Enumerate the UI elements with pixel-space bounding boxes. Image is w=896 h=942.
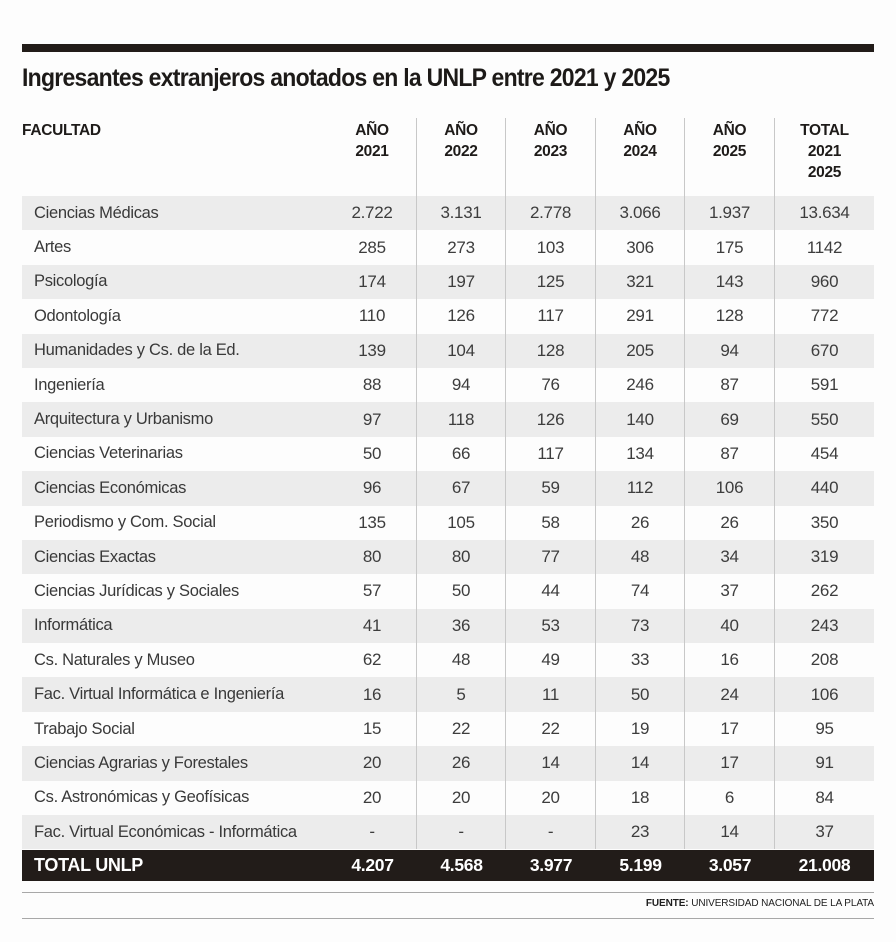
header-line: TOTAL <box>800 122 849 139</box>
table-header-row <box>22 118 874 196</box>
cell-value: 91 <box>815 753 834 773</box>
table-row <box>22 540 874 574</box>
table-row <box>22 815 874 849</box>
total-cell-value: 4.207 <box>351 854 394 875</box>
cell-value: 960 <box>810 271 839 291</box>
cell-value: - <box>417 815 506 849</box>
cell-value: 22 <box>417 712 506 746</box>
cell-value: 95 <box>815 719 834 739</box>
row-label: Ciencias Exactas <box>34 547 156 566</box>
cell-value: 57 <box>328 574 417 608</box>
row-label: Artes <box>34 238 72 257</box>
total-cell-value: 3.977 <box>529 854 573 875</box>
cell-value: 20 <box>417 781 506 815</box>
cell-value: 44 <box>506 574 596 608</box>
header-line: AÑO <box>533 122 568 139</box>
cell-value: 273 <box>417 230 506 264</box>
header-line: AÑO <box>623 122 657 139</box>
cell-value: - <box>328 815 417 849</box>
column-header-ano-2022 <box>417 118 506 196</box>
cell-value: 87 <box>685 437 775 471</box>
cell-value: 126 <box>417 299 506 333</box>
cell-value: 125 <box>506 265 596 299</box>
table-row <box>22 196 874 230</box>
column-header-total <box>775 118 874 196</box>
cell-value: 97 <box>328 402 417 436</box>
cell-value: 23 <box>596 815 685 849</box>
cell-value: 104 <box>417 334 506 368</box>
table-body <box>22 196 874 849</box>
cell-value: 208 <box>810 650 839 670</box>
cell-value: 197 <box>417 265 506 299</box>
cell-value: 50 <box>417 574 506 608</box>
cell-value: 88 <box>328 368 417 402</box>
footer-rule-bottom <box>22 918 874 919</box>
cell-value: 96 <box>328 471 417 505</box>
source-credit <box>646 898 874 909</box>
row-label: Ciencias Médicas <box>34 203 159 222</box>
source-label: FUENTE: <box>645 898 689 909</box>
cell-value: 69 <box>685 402 775 436</box>
table-row <box>22 643 874 677</box>
header-line: 2021 <box>807 143 842 160</box>
header-line: 2024 <box>623 143 657 160</box>
cell-value: 1.937 <box>685 196 775 230</box>
cell-value: 33 <box>596 643 685 677</box>
table-row <box>22 230 874 264</box>
total-row-label: TOTAL UNLP <box>34 854 143 875</box>
cell-value: 73 <box>596 609 685 643</box>
table-row <box>22 402 874 436</box>
column-header-ano-2021 <box>328 118 417 196</box>
row-label: Ciencias Veterinarias <box>34 444 183 463</box>
cell-value: 321 <box>596 265 685 299</box>
cell-value: 22 <box>506 712 596 746</box>
cell-value: 67 <box>417 471 506 505</box>
cell-value: 15 <box>328 712 417 746</box>
cell-value: 454 <box>810 443 839 463</box>
cell-value: 74 <box>596 574 685 608</box>
cell-value: 128 <box>506 334 596 368</box>
cell-value: 13.634 <box>799 203 850 223</box>
cell-value: 14 <box>685 815 775 849</box>
header-line: 2022 <box>444 143 478 160</box>
header-line: 2023 <box>533 143 568 160</box>
cell-value: 17 <box>685 712 775 746</box>
cell-value: 34 <box>685 540 775 574</box>
row-label: Cs. Astronómicas y Geofísicas <box>34 788 250 807</box>
footer-rule-top <box>22 892 874 893</box>
cell-value: 26 <box>596 506 685 540</box>
total-cell-value: 3.057 <box>708 854 752 875</box>
cell-value: 14 <box>596 746 685 780</box>
cell-value: 243 <box>810 615 839 635</box>
cell-value: 66 <box>417 437 506 471</box>
cell-value: 140 <box>596 402 685 436</box>
row-label: Periodismo y Com. Social <box>34 513 216 532</box>
table-row <box>22 746 874 780</box>
source-text: UNIVERSIDAD NACIONAL DE LA PLATA <box>688 898 874 909</box>
row-label: Trabajo Social <box>34 719 135 738</box>
cell-value: 26 <box>417 746 506 780</box>
cell-value: 20 <box>506 781 596 815</box>
cell-value: 19 <box>596 712 685 746</box>
cell-value: 126 <box>506 402 596 436</box>
cell-value: 40 <box>685 609 775 643</box>
table-row <box>22 712 874 746</box>
cell-value: 36 <box>417 609 506 643</box>
header-line: AÑO <box>355 122 389 139</box>
column-header-ano-2023 <box>506 118 596 196</box>
cell-value: 94 <box>685 334 775 368</box>
row-label: Psicología <box>34 272 108 291</box>
table-row <box>22 609 874 643</box>
header-line: 2021 <box>355 143 389 160</box>
cell-value: 87 <box>685 368 775 402</box>
header-line: AÑO <box>444 122 478 139</box>
cell-value: 48 <box>417 643 506 677</box>
cell-value: 285 <box>328 230 417 264</box>
table-row <box>22 471 874 505</box>
table-row <box>22 781 874 815</box>
cell-value: 59 <box>506 471 596 505</box>
row-label: Humanidades y Cs. de la Ed. <box>34 341 240 360</box>
cell-value: 262 <box>810 581 839 601</box>
cell-value: 246 <box>596 368 685 402</box>
cell-value: 139 <box>328 334 417 368</box>
row-label: Odontología <box>34 306 121 325</box>
cell-value: 24 <box>685 677 775 711</box>
column-header-facultad: FACULTAD <box>22 122 101 139</box>
table-row <box>22 506 874 540</box>
cell-value: 106 <box>810 684 839 704</box>
cell-value: 591 <box>810 375 839 395</box>
cell-value: 306 <box>596 230 685 264</box>
table-row <box>22 677 874 711</box>
cell-value: 670 <box>810 340 839 360</box>
cell-value: 18 <box>596 781 685 815</box>
cell-value: 3.066 <box>596 196 685 230</box>
cell-value: 1142 <box>806 237 843 257</box>
row-label: Ciencias Jurídicas y Sociales <box>34 581 239 600</box>
cell-value: 128 <box>685 299 775 333</box>
cell-value: 62 <box>328 643 417 677</box>
cell-value: 80 <box>328 540 417 574</box>
cell-value: 16 <box>685 643 775 677</box>
cell-value: 175 <box>685 230 775 264</box>
header-line: 2025 <box>712 143 747 160</box>
cell-value: 80 <box>417 540 506 574</box>
table-row <box>22 334 874 368</box>
cell-value: 135 <box>328 506 417 540</box>
cell-value: 20 <box>328 781 417 815</box>
cell-value: 2.722 <box>328 196 417 230</box>
cell-value: 106 <box>685 471 775 505</box>
cell-value: 26 <box>685 506 775 540</box>
row-label: Fac. Virtual Económicas - Informática <box>34 822 297 841</box>
row-label: Ingeniería <box>34 375 105 394</box>
cell-value: 20 <box>328 746 417 780</box>
cell-value: 16 <box>328 677 417 711</box>
row-label: Ciencias Económicas <box>34 478 187 497</box>
cell-value: 50 <box>328 437 417 471</box>
row-label: Informática <box>34 616 113 635</box>
cell-value: 143 <box>685 265 775 299</box>
table-row <box>22 299 874 333</box>
cell-value: - <box>506 815 596 849</box>
table-row <box>22 437 874 471</box>
cell-value: 37 <box>815 822 834 842</box>
top-rule <box>22 44 874 52</box>
row-label: Ciencias Agrarias y Forestales <box>34 753 248 772</box>
cell-value: 134 <box>596 437 685 471</box>
cell-value: 84 <box>815 787 834 807</box>
cell-value: 291 <box>596 299 685 333</box>
cell-value: 6 <box>685 781 775 815</box>
cell-value: 17 <box>685 746 775 780</box>
cell-value: 174 <box>328 265 417 299</box>
row-label: Fac. Virtual Informática e Ingeniería <box>34 685 284 704</box>
cell-value: 76 <box>506 368 596 402</box>
cell-value: 14 <box>506 746 596 780</box>
total-cell-value: 21.008 <box>798 854 851 875</box>
cell-value: 53 <box>506 609 596 643</box>
cell-value: 50 <box>596 677 685 711</box>
data-table <box>22 118 874 881</box>
cell-value: 77 <box>506 540 596 574</box>
cell-value: 205 <box>596 334 685 368</box>
cell-value: 772 <box>810 306 839 326</box>
cell-value: 49 <box>506 643 596 677</box>
cell-value: 118 <box>417 402 506 436</box>
cell-value: 117 <box>506 299 596 333</box>
total-cell-value: 5.199 <box>619 854 662 875</box>
cell-value: 117 <box>506 437 596 471</box>
cell-value: 350 <box>810 512 839 532</box>
total-row <box>22 850 874 882</box>
cell-value: 11 <box>506 677 596 711</box>
cell-value: 550 <box>810 409 839 429</box>
cell-value: 48 <box>596 540 685 574</box>
cell-value: 319 <box>810 547 839 567</box>
cell-value: 94 <box>417 368 506 402</box>
page-title: Ingresantes extranjeros anotados en la UNLP entre 2021 y 2025 <box>22 64 670 92</box>
row-label: Arquitectura y Urbanismo <box>34 410 213 429</box>
cell-value: 3.131 <box>417 196 506 230</box>
table-row <box>22 574 874 608</box>
header-line: 2025 <box>807 164 842 181</box>
cell-value: 2.778 <box>506 196 596 230</box>
cell-value: 103 <box>506 230 596 264</box>
cell-value: 112 <box>596 471 685 505</box>
cell-value: 105 <box>417 506 506 540</box>
table-row <box>22 368 874 402</box>
header-line: AÑO <box>712 122 747 139</box>
table-row <box>22 265 874 299</box>
column-header-ano-2025 <box>685 118 775 196</box>
row-label: Cs. Naturales y Museo <box>34 650 195 669</box>
cell-value: 37 <box>685 574 775 608</box>
cell-value: 41 <box>328 609 417 643</box>
cell-value: 5 <box>417 677 506 711</box>
cell-value: 58 <box>506 506 596 540</box>
cell-value: 110 <box>328 299 417 333</box>
total-cell-value: 4.568 <box>440 854 483 875</box>
cell-value: 440 <box>810 478 839 498</box>
column-header-ano-2024 <box>596 118 685 196</box>
